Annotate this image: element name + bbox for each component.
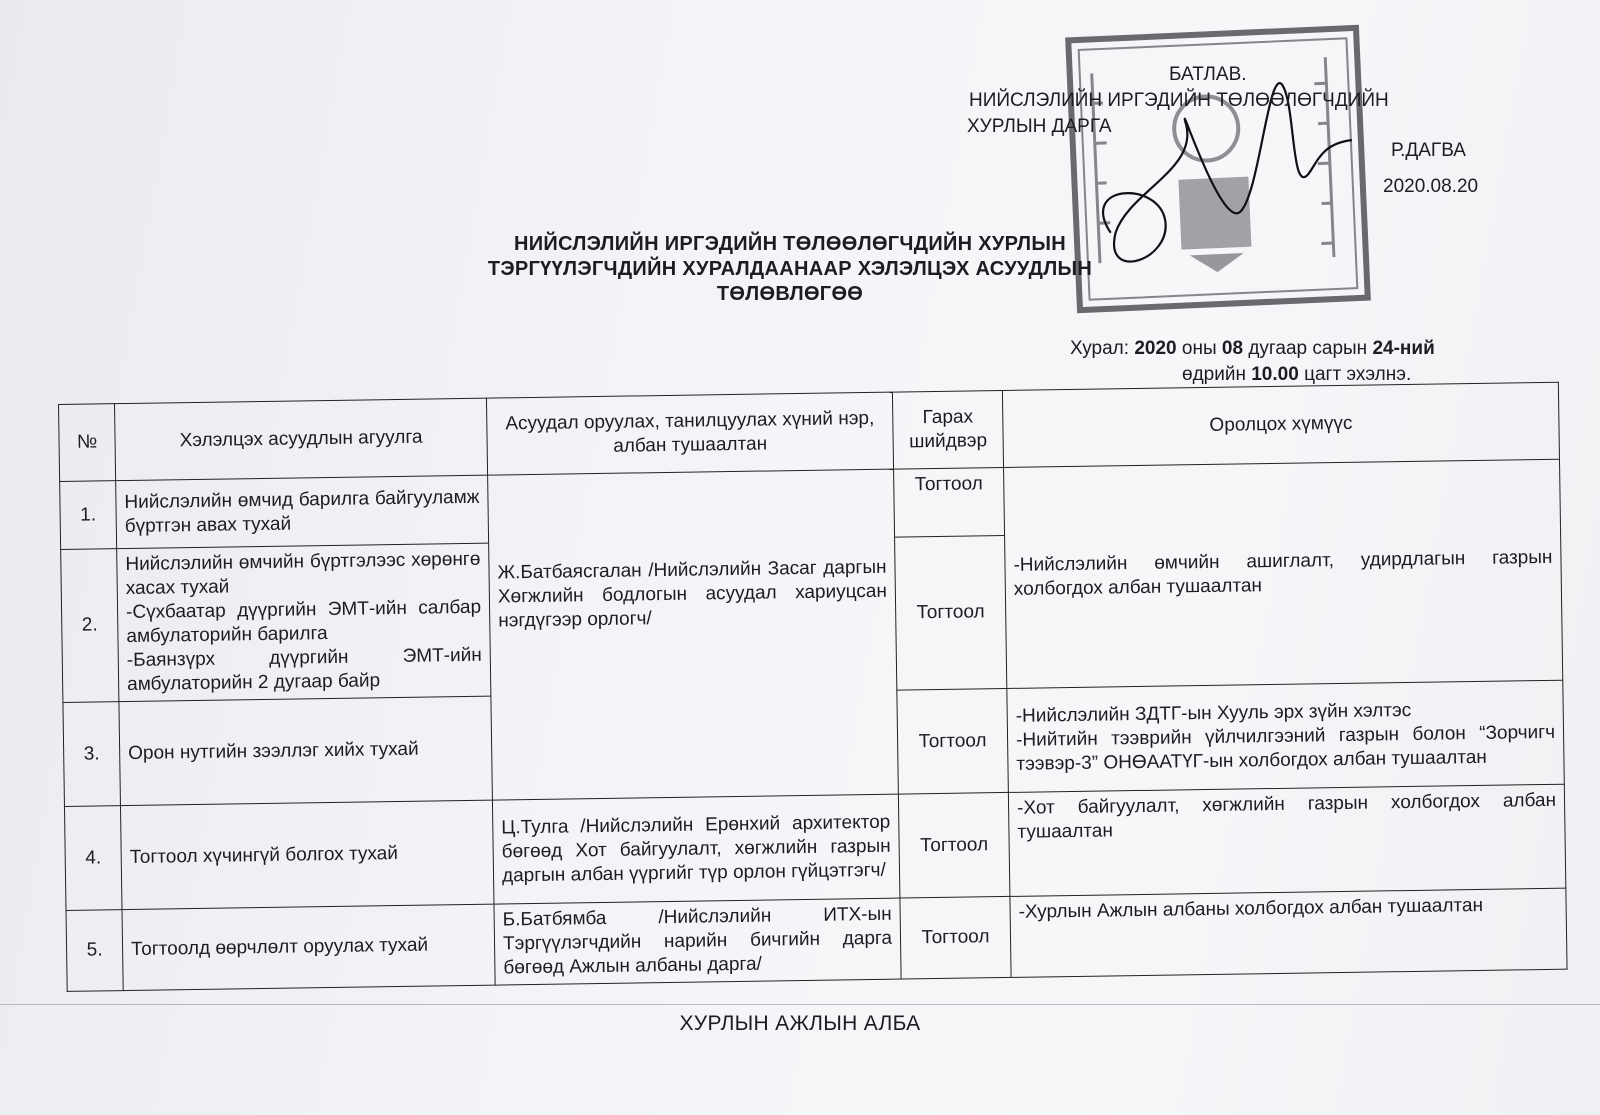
meeting-text: цагт эхэлнэ. [1304,364,1412,385]
meeting-time: 10.00 [1251,364,1299,385]
title-line: ТЭРГҮҮЛЭГЧДИЙН ХУРАЛДААНААР ХЭЛЭЛЦЭХ АСУУДЛЫН [487,258,1093,280]
row-topic: Орон нутгийн зээллэг хийх тухай [119,696,493,806]
meeting-label: Хурал: [1070,338,1130,359]
row-number: 1. [60,481,117,550]
footer-signature: ХУРЛЫН АЖЛЫН АЛБА [679,1012,921,1035]
meeting-text: өдрийн [1182,364,1246,385]
row-topic: Тогтоолд өөрчлөлт оруулах тухай [122,904,495,991]
header-number: № [59,404,116,482]
meeting-text: оны [1181,338,1217,359]
participant-item: -Нийслэлийн ЗДТГ-ын Хууль эрх зүйн хэлтэс [1015,699,1412,727]
row-presenter: Ц.Тулга /Нийслэлийн Ерөнхий архитектор бөгөөд Хот байгуулалт, хөгжлийн газрын даргын албан үүргийг түр орлон гүйцэтгэгч/ [492,794,899,904]
approval-heading: БАТЛАВ. [1169,64,1247,85]
agenda-table [58,382,1568,992]
document-title [420,232,1160,307]
approval-position: ХУРЛЫН ДАРГА [967,116,1112,137]
row-number: 5. [66,910,123,992]
page-fold-line [0,1004,1600,1005]
row-participants: -Хот байгуулалт, хөгжлийн газрын холбогдох албан тушаалтан [1008,784,1565,896]
row-topic: Нийслэлийн өмчид барилга байгууламж бүртгэн авах тухай [116,475,489,549]
meeting-month: 08 [1221,338,1244,359]
meeting-text: дугаар сарын [1248,338,1368,359]
meeting-schedule [1070,336,1435,388]
row-topic: Тогтоол хүчингүй болгох тухай [120,800,494,910]
header-participants: Оролцох хүмүүс [1002,382,1559,467]
meeting-day: 24-ний [1372,338,1435,359]
row-number: 3. [63,702,121,807]
topic-sub-item: -Сүхбаатар дүүргийн ЭМТ-ийн салбар амбулаторийн барилга [125,596,482,648]
header-presenter: Асуудал оруулах, танилцуулах хүний нэр, албан тушаалтан [486,392,893,475]
row-presenter: Б.Батбямба /Нийслэлийн ИТХ-ын Тэргүүлэгчдийн нарийн бичгийн дарга бөгөөд Ажлын албаны дарга/ [494,898,901,985]
participant-item: -Нийтийн тээврийн үйлчилгээний газрын болон “Зорчигч тээвэр-3” ОНӨААТҮГ-ын холбогдох албан тушаалтан [1015,721,1556,775]
row-number: 4. [64,806,122,911]
row-decision: Тогтоол [900,896,1011,979]
header-decision: Гарах шийдвэр [892,390,1003,469]
approval-signatory: Р.ДАГВА [1391,140,1466,161]
shared-participants-cell: -Нийслэлийн өмчийн ашиглалт, удирдлагын газрын холбогдох албан тушаалтан [1004,459,1563,688]
row-participants [1007,680,1564,792]
row-decision: Тогтоол [894,467,1005,537]
row-number: 2. [61,549,119,703]
title-line: НИЙСЛЭЛИЙН ИРГЭДИЙН ТӨЛӨӨЛӨГЧДИЙН ХУРЛЫН [513,233,1067,255]
row-decision: Тогтоол [897,688,1009,794]
row-decision: Тогтоол [898,792,1010,898]
topic-main: Нийслэлийн өмчийн бүртгэлээс хөрөнгө хасах тухай [125,548,481,600]
row-topic [117,543,491,702]
title-line: ТӨЛӨВЛӨГӨӨ [716,283,864,305]
topic-sub-item: -Баянзүрх дүүргийн ЭМТ-ийн амбулаторийн 2 дугаар байр [126,644,482,696]
header-topic: Хэлэлцэх асуудлын агуулга [115,398,488,481]
approval-org-line: НИЙСЛЭЛИЙН ИРГЭДИЙН ТӨЛӨӨЛӨГЧДИЙН [969,90,1389,111]
meeting-year: 2020 [1134,338,1177,359]
row-decision: Тогтоол [895,535,1007,690]
shared-presenter-cell: Ж.Батбаясгалан /Нийслэлийн Засаг даргын Хөгжлийн бодлогын асуудал хариуцсан нэгдүгээр орлогч/ [488,469,899,800]
row-participants: -Хурлын Ажлын албаны холбогдох албан тушаалтан [1010,888,1567,977]
approval-date: 2020.08.20 [1383,176,1479,197]
